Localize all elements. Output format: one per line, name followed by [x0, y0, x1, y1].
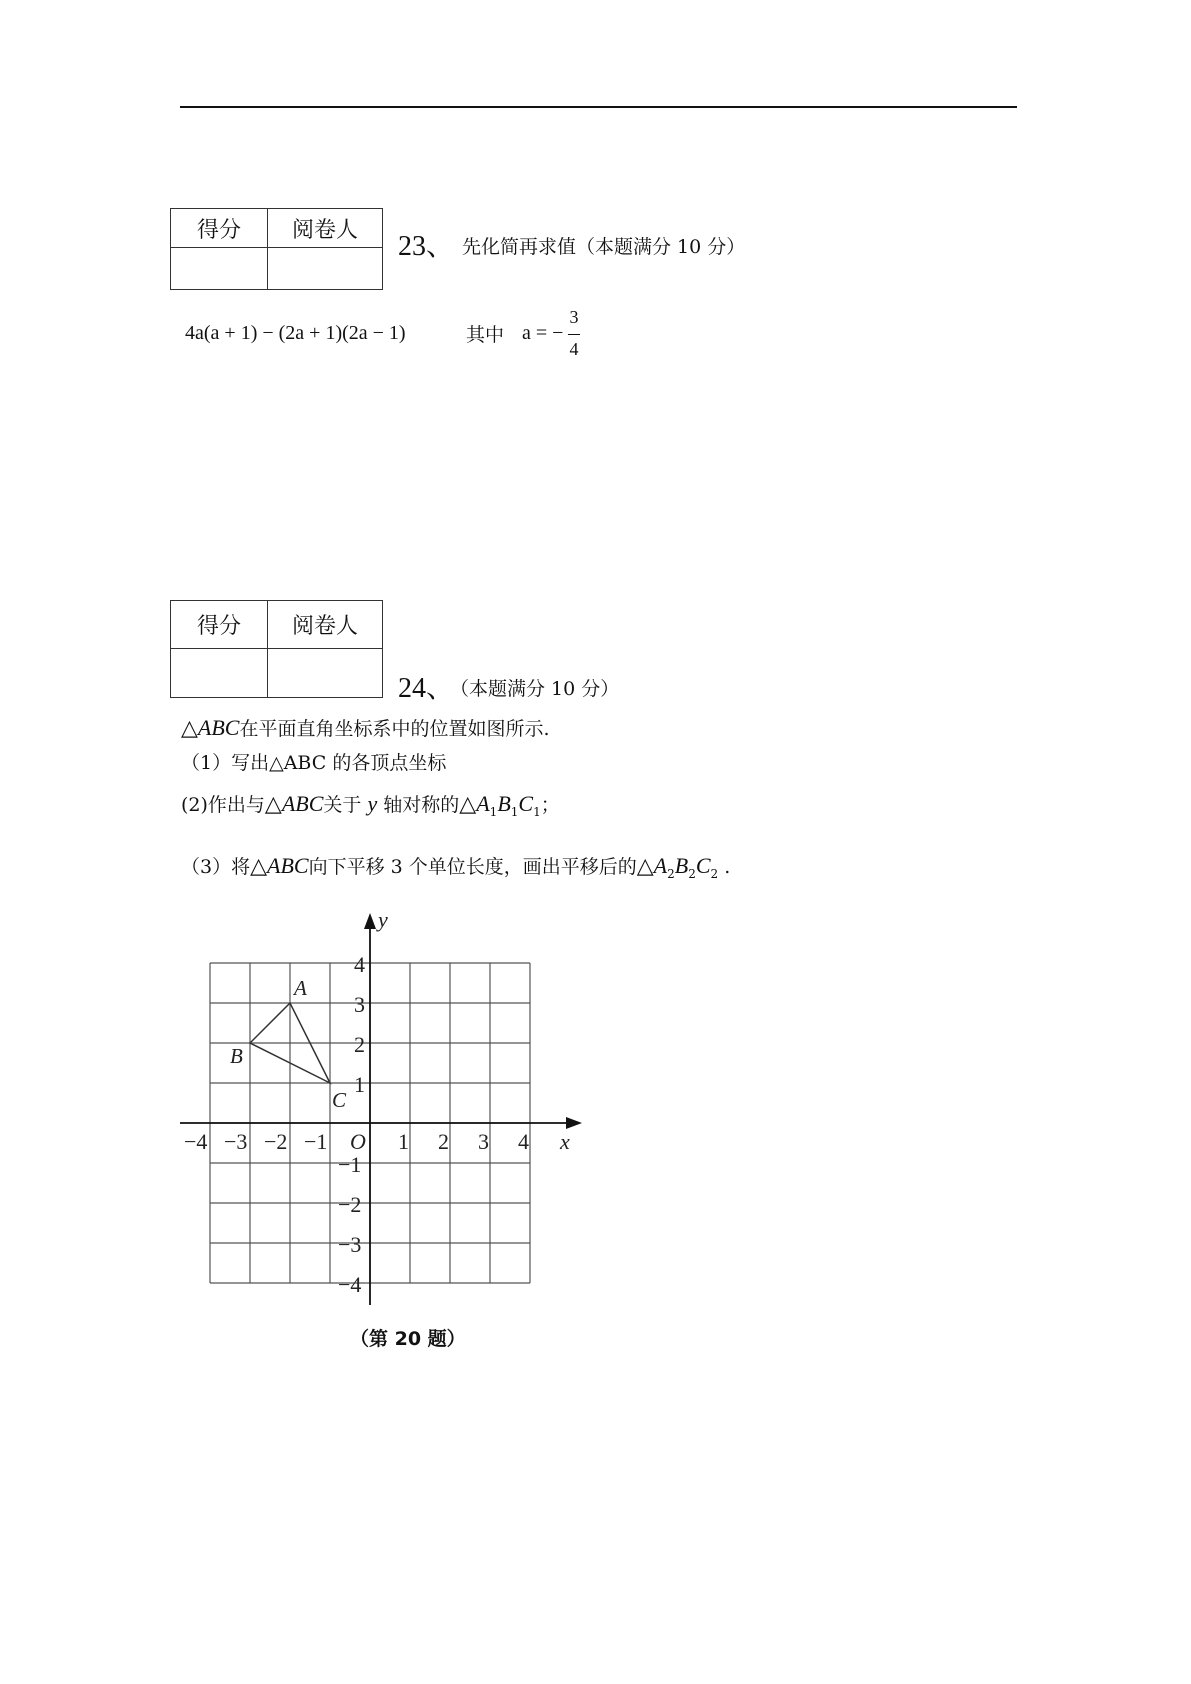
score-table-q24 [170, 600, 383, 698]
part-2-prefix: (2)作出与 [181, 794, 265, 816]
x-tick-label: 2 [438, 1129, 449, 1154]
part-2-text: 关于 [323, 794, 362, 816]
condition-label: 其中 [466, 324, 505, 346]
subscript: 2 [688, 867, 696, 881]
triangle-name: ABC [281, 791, 324, 816]
y-tick-label: −3 [338, 1232, 362, 1257]
part-2-text: 轴对称的 [383, 794, 460, 816]
expression-23: 4a(a + 1) − (2a + 1)(2a − 1) [185, 322, 406, 344]
grader-cell[interactable] [268, 248, 383, 290]
y-tick-label: 4 [354, 952, 365, 977]
vertex-b1: B [497, 791, 511, 816]
x-tick-label: −1 [304, 1129, 328, 1154]
x-tick-label: 4 [518, 1129, 529, 1154]
score-table-q23 [170, 208, 383, 290]
triangle-symbol: △ [250, 854, 268, 879]
y-tick-label: −2 [338, 1192, 362, 1217]
grader-header: 阅卷人 [268, 601, 383, 649]
subscript: 2 [710, 867, 719, 881]
subscript: 1 [489, 805, 498, 819]
grader-header: 阅卷人 [268, 209, 383, 248]
fraction-denominator: 4 [569, 339, 579, 359]
x-tick-label: −3 [224, 1129, 248, 1154]
y-tick-label: −1 [338, 1152, 362, 1177]
part-3-prefix: （3）将 [181, 856, 251, 878]
score-header: 得分 [171, 209, 268, 248]
x-tick-label: −4 [184, 1129, 208, 1154]
vertex-label: B [230, 1044, 243, 1068]
subscript: 2 [667, 867, 675, 881]
condition-lhs: a = − [522, 322, 564, 344]
vertex-c2: C [695, 853, 711, 878]
x-axis-arrow [566, 1117, 582, 1129]
grader-cell[interactable] [268, 649, 383, 698]
axes [180, 913, 582, 1305]
triangle-name: ABC [197, 715, 240, 740]
fraction-bar [568, 334, 580, 335]
origin-label: O [350, 1129, 366, 1154]
y-axis-label: y [378, 907, 388, 932]
part-3-text: 向下平移 3 个单位长度，画出平移后的 [308, 856, 637, 878]
vertex-a2: A [653, 853, 668, 878]
score-header: 得分 [171, 601, 268, 649]
x-tick-label: 1 [398, 1129, 409, 1154]
question-title-24: （本题满分 10 分） [450, 678, 620, 700]
tick-labels [184, 907, 570, 1297]
y-tick-label: 3 [354, 992, 365, 1017]
intro-text: 在平面直角坐标系中的位置如图所示. [239, 718, 550, 740]
vertex-label: A [294, 976, 307, 1000]
y-axis-arrow [364, 913, 376, 929]
vertex-label: C [332, 1088, 347, 1112]
intro-line [181, 714, 550, 741]
header-rule [180, 106, 1017, 108]
vertex-a1: A [476, 791, 490, 816]
triangle-symbol: △ [459, 792, 477, 817]
part-2 [181, 790, 560, 819]
part-3 [181, 852, 730, 881]
part-1: （1）写出△ABC 的各顶点坐标 [181, 752, 447, 774]
score-cell[interactable] [171, 248, 268, 290]
question-number-23: 23、 [398, 231, 455, 262]
subscript: 1 [533, 805, 541, 819]
triangle-symbol: △ [264, 792, 282, 817]
figure-caption: （第 20 题） [350, 1328, 466, 1350]
vertex-c1: C [518, 791, 534, 816]
question-title-23: 先化简再求值（本题满分 10 分） [462, 236, 746, 258]
x-axis-label: x [560, 1129, 570, 1154]
axis-name: y [367, 791, 378, 816]
fraction-numerator: 3 [569, 307, 579, 327]
y-tick-label: 1 [354, 1072, 365, 1097]
triangle-name: ABC [267, 853, 309, 878]
part-3-end: . [718, 856, 731, 878]
x-tick-label: 3 [478, 1129, 489, 1154]
x-tick-label: −2 [264, 1129, 288, 1154]
y-tick-label: −4 [338, 1272, 362, 1297]
triangle-symbol: △ [636, 854, 654, 879]
vertex-b2: B [674, 853, 689, 878]
triangle-symbol: △ [181, 716, 198, 741]
question-number-24: 24、 [398, 673, 455, 704]
subscript: 1 [510, 805, 519, 819]
score-cell[interactable] [171, 649, 268, 698]
y-tick-label: 2 [354, 1032, 365, 1057]
part-2-end: ； [540, 794, 560, 816]
coordinate-grid-figure [180, 905, 600, 1315]
